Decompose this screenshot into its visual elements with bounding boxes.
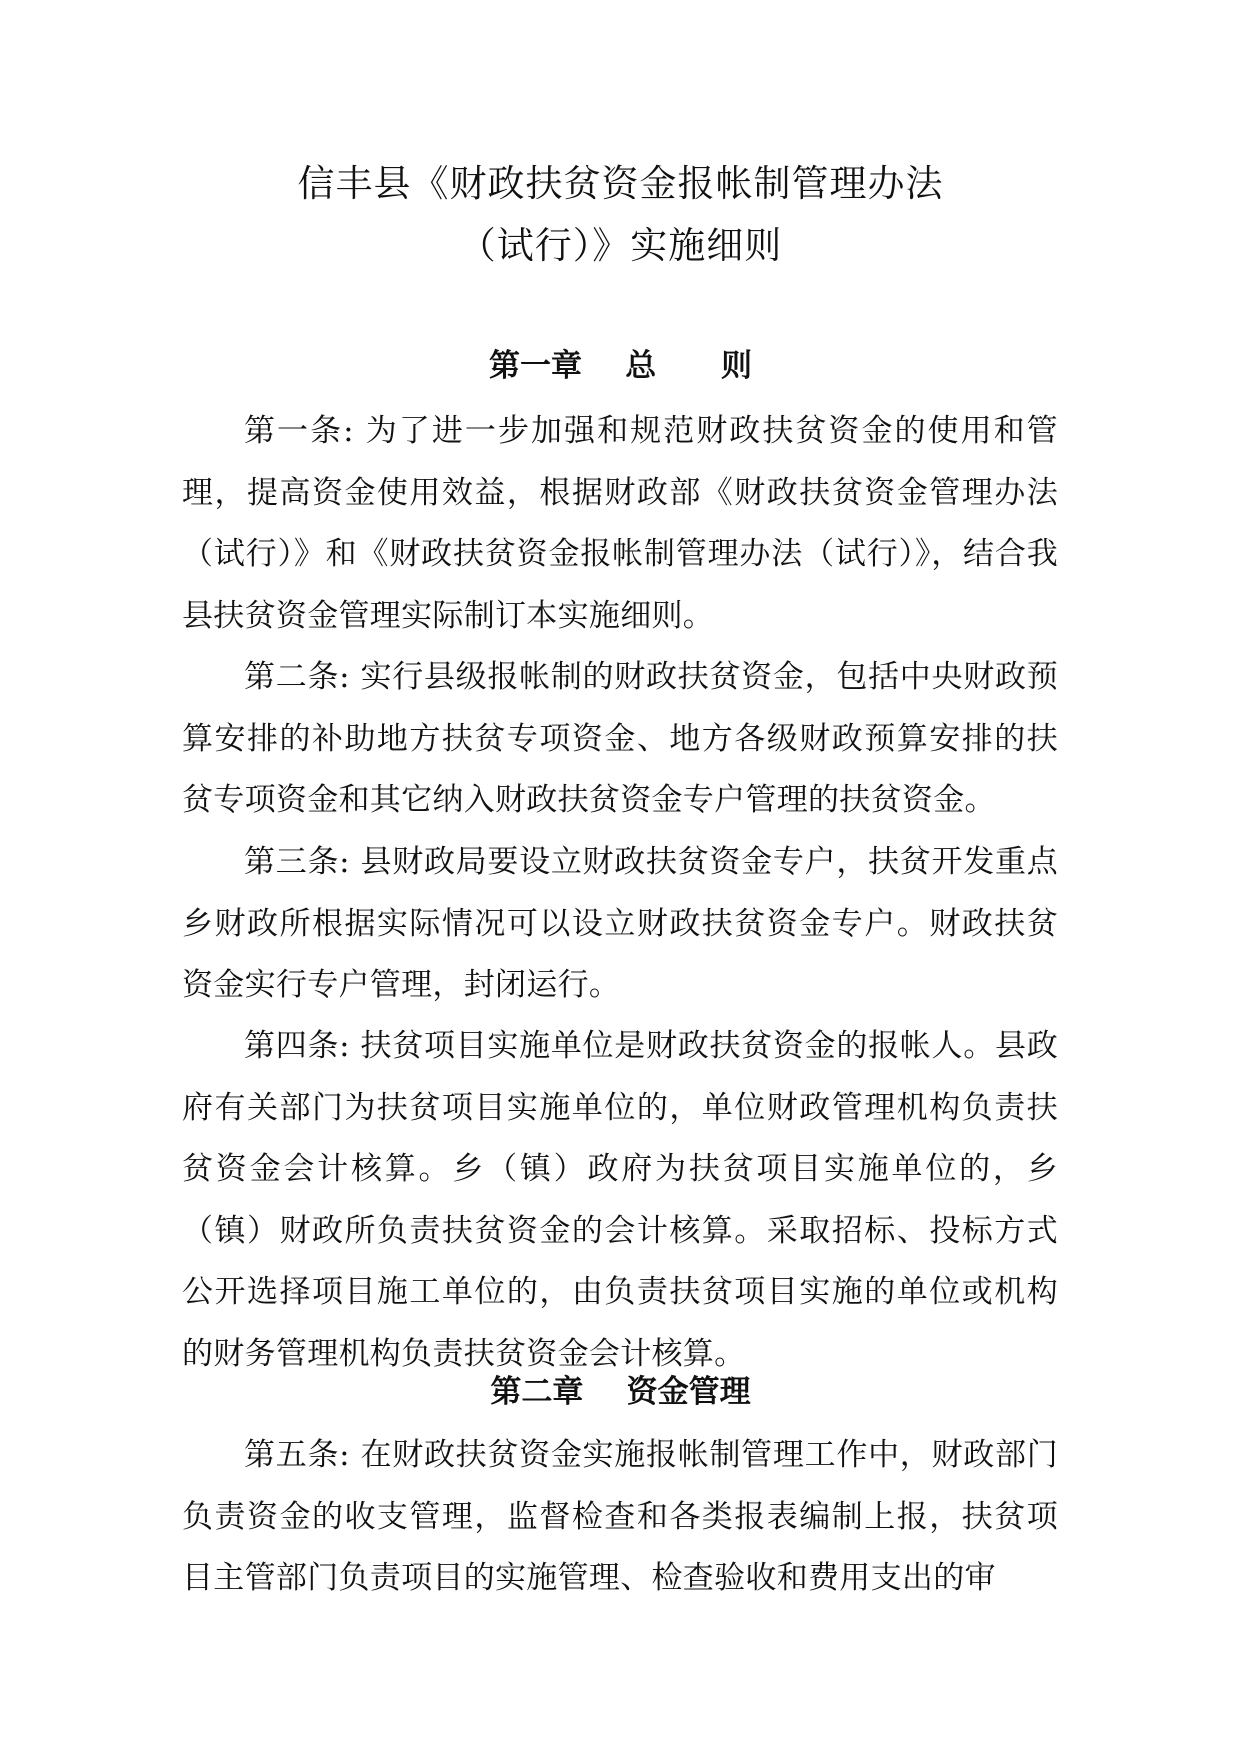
document-title-line-1: 信丰县《财政扶贫资金报帐制管理办法 [297,162,944,205]
article-5: 第五条: 在财政扶贫资金实施报帐制管理工作中，财政部门负责资金的收支管理，监督检查和各类报表编制上报，扶贫项目主管部门负责项目的实施管理、检查验收和费用支出的审 [182,1437,1058,1596]
chapter-heading-1: 第一章 总 则 [489,348,752,384]
article-4: 第四条: 扶贫项目实施单位是财政扶贫资金的报帐人。县政府有关部门为扶贫项目实施单位的，单位财政管理机构负责扶贫资金会计核算。乡（镇）政府为扶贫项目实施单位的，乡（镇）财政所负责扶贫资金的会计核算。采取招标、投标方式公开选择项目施工单位的，由负责扶贫项目实施的单位或机构的财务管理机构负责扶贫资金会计核算。 [182,1028,1058,1372]
article-3: 第三条: 县财政局要设立财政扶贫资金专户，扶贫开发重点乡财政所根据实际情况可以设立财政扶贫资金专户。财政扶贫资金实行专户管理，封闭运行。 [182,844,1058,1003]
chapter-heading-2: 第二章 资金管理 [490,1374,751,1410]
article-2: 第二条: 实行县级报帐制的财政扶贫资金，包括中央财政预算安排的补助地方扶贫专项资金、地方各级财政预算安排的扶贫专项资金和其它纳入财政扶贫资金专户管理的扶贫资金。 [182,659,1058,818]
document-title-line-2: （试行）》实施细则 [458,224,783,267]
article-1: 第一条: 为了进一步加强和规范财政扶贫资金的使用和管理，提高资金使用效益，根据财政部《财政扶贫资金管理办法（试行）》和《财政扶贫资金报帐制管理办法（试行）》，结合我县扶贫资金管理实际制订本实施细则。 [182,413,1058,634]
